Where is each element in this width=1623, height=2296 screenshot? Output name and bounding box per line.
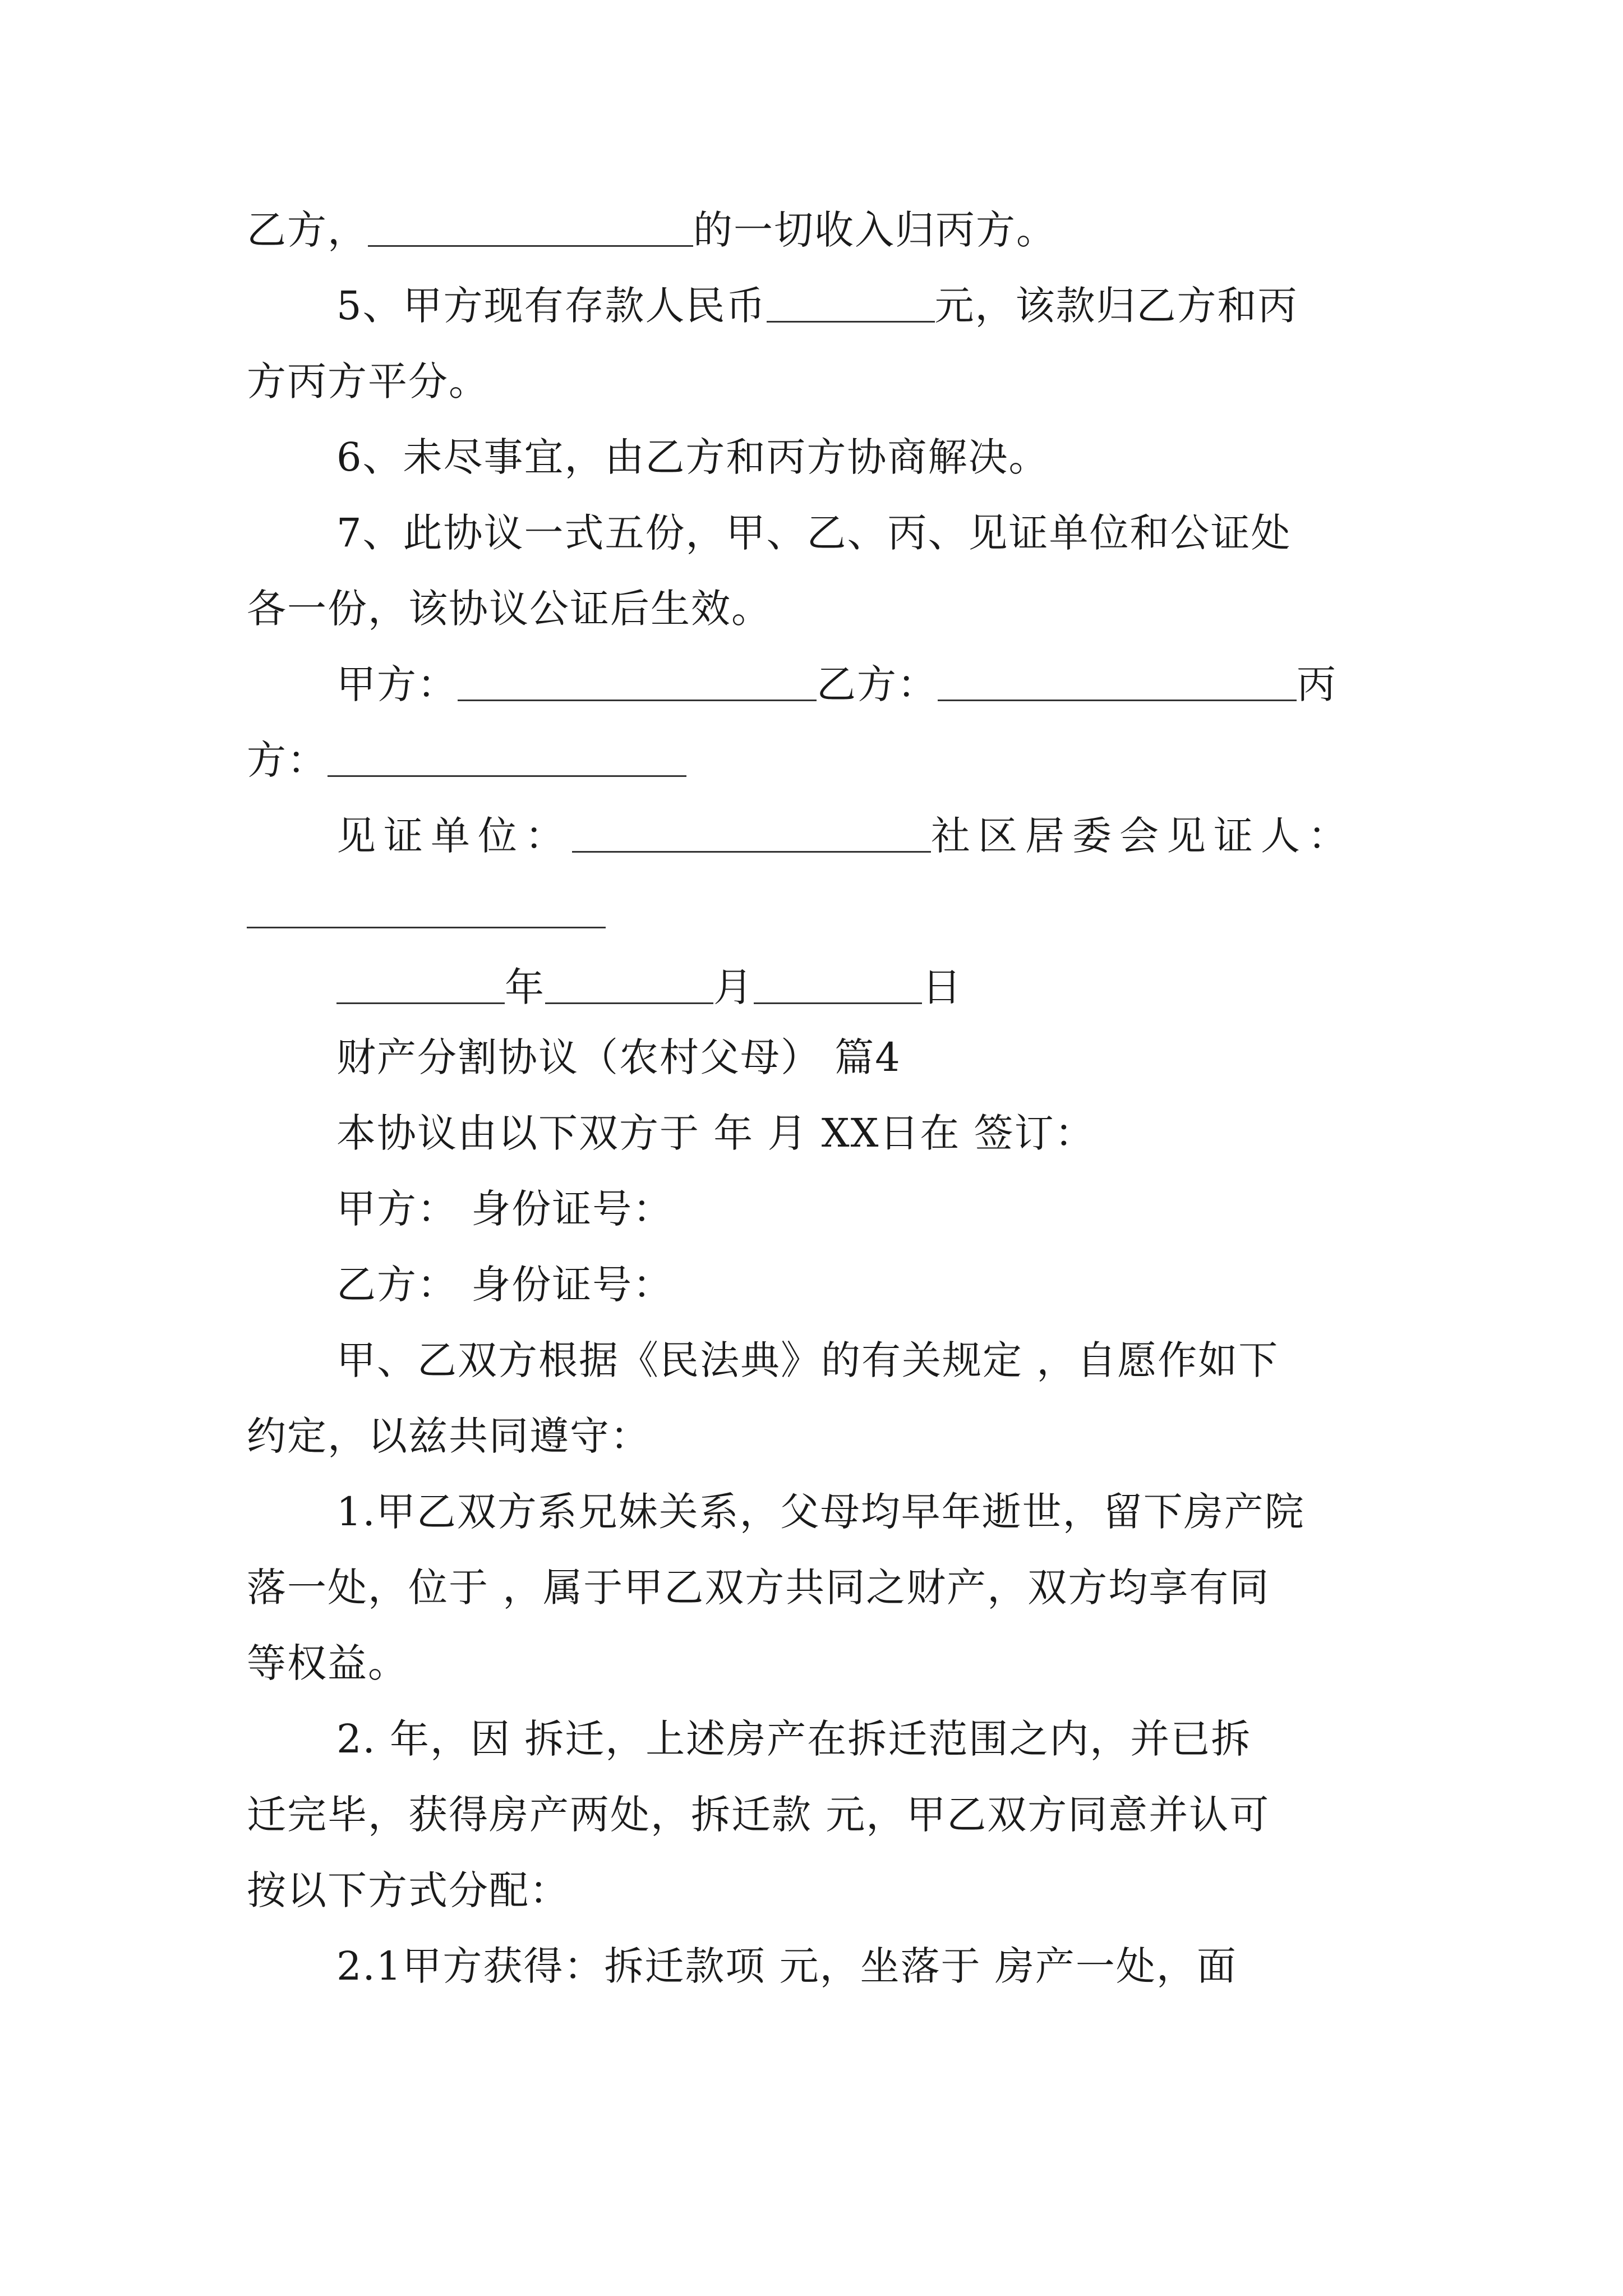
blank-field (368, 206, 693, 247)
yi-signature-blank (938, 660, 1297, 701)
witness-blank-line (247, 884, 606, 940)
clause-7-cont: 各一份，该协议公证后生效。 (247, 586, 772, 632)
clause-7: 7、此协议一式五份，甲、乙、丙、见证单位和公证处 (336, 510, 1292, 556)
clause-5: 5、甲方现有存款人民币 元，该款归乙方和丙 (336, 283, 1298, 329)
clause-6: 6、未尽事宜，由乙方和丙方协商解决。 (336, 434, 1049, 480)
date-line: 年 月 日 (336, 959, 962, 1015)
day-blank (754, 963, 922, 1004)
section-title: 财产分割协议（农村父母） 篇4 (336, 1034, 901, 1080)
text-line: 乙方， 的一切收入归丙方。 (247, 207, 1057, 253)
jia-signature-blank (458, 660, 817, 701)
clause-2: 2. 年，因 拆迁，上述房产在拆迁范围之内，并已拆 (336, 1716, 1252, 1762)
blank-field (767, 282, 935, 323)
year-blank (336, 963, 505, 1004)
witness-line: 见证单位： 社区居委会见证人： (336, 813, 1355, 859)
clause-2-cont: 迁完毕，获得房产两处，拆迁款 元，甲乙双方同意并认可 (247, 1792, 1270, 1838)
witness-person-blank (247, 887, 606, 928)
witness-unit-blank (572, 812, 931, 853)
clause-1-cont: 等权益。 (247, 1640, 408, 1686)
clause-1: 1.甲乙双方系兄妹关系，父母均早年逝世，留下房产院 (336, 1489, 1305, 1535)
clause-2-cont: 按以下方式分配： (247, 1867, 570, 1913)
month-blank (545, 963, 713, 1004)
clause-1-cont: 落一处，位于 ，属于甲乙双方共同之财产，双方均享有同 (247, 1565, 1270, 1611)
bing-signature-blank (328, 736, 686, 777)
party-yi: 乙方： 身份证号： (336, 1262, 674, 1308)
signature-line-cont: 方： (247, 732, 686, 788)
basis-line-cont: 约定，以兹共同遵守： (247, 1413, 651, 1459)
intro-line: 本协议由以下双方于 年 月 XX日在 签订： (336, 1110, 1095, 1156)
clause-2-1: 2.1甲方获得：拆迁款项 元，坐落于 房产一处，面 (336, 1943, 1237, 1989)
party-jia: 甲方： 身份证号： (336, 1186, 674, 1232)
signature-line: 甲方： 乙方： 丙 (336, 661, 1337, 707)
basis-line: 甲、乙双方根据《民法典》的有关规定 ，自愿作如下 (336, 1337, 1279, 1383)
clause-5-cont: 方丙方平分。 (247, 358, 489, 404)
